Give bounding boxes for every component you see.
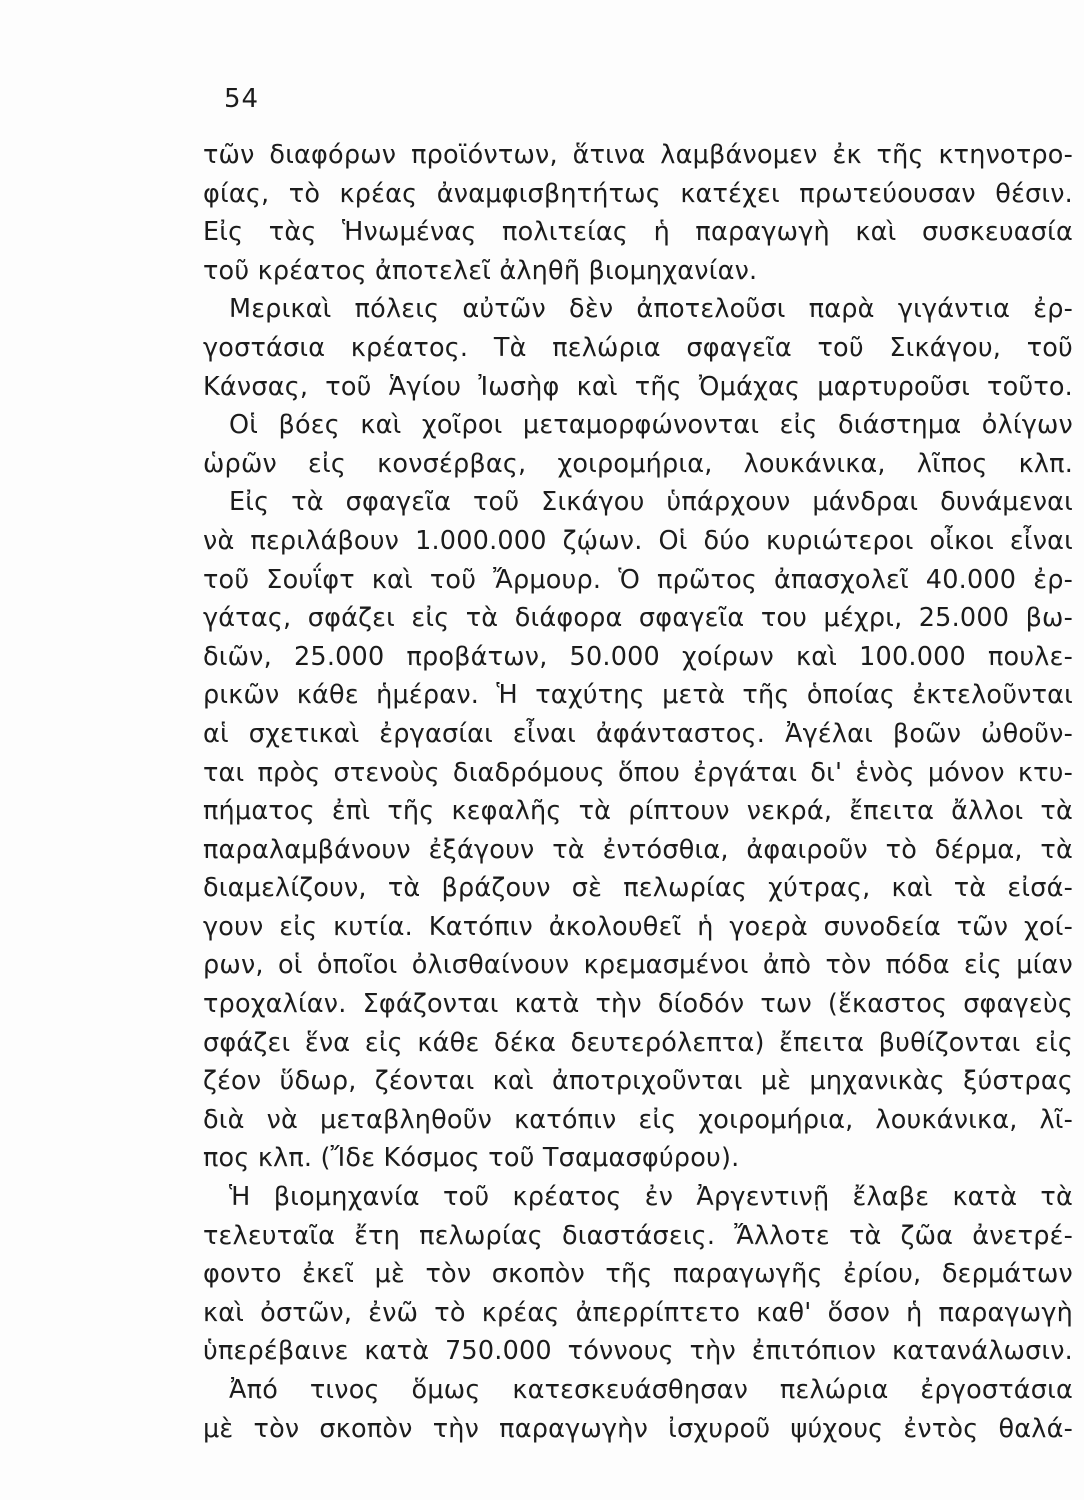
text-line: ρικῶν κάθε ἡμέραν. Ἡ ταχύτης μετὰ τῆς ὁποίας ἐκτελοῦνται bbox=[203, 680, 1073, 711]
text-line: ται πρὸς στενοὺς διαδρόμους ὅπου ἐργάται δι' ἑνὸς μόνον κτυ- bbox=[203, 757, 1073, 788]
text-line: Ἀπό τινος ὅμως κατεσκευάσθησαν πελώρια ἐργοστάσια bbox=[229, 1375, 1073, 1405]
text-line: διῶν, 25.000 προβάτων, 50.000 χοίρων καὶ 100.000 πουλε- bbox=[203, 641, 1073, 672]
text-line: μὲ τὸν σκοπὸν τὴν παραγωγὴν ἰσχυροῦ ψύχους ἐντὸς θαλά- bbox=[203, 1413, 1073, 1444]
text-line: γάτας, σφάζει εἰς τὰ διάφορα σφαγεῖα του μέχρι, 25.000 βω- bbox=[203, 603, 1073, 634]
text-line: Εἰς τὰ σφαγεῖα τοῦ Σικάγου ὑπάρχουν μάνδραι δυνάμεναι bbox=[229, 487, 1073, 518]
text-line: πήματος ἐπὶ τῆς κεφαλῆς τὰ ρίπτουν νεκρά, ἔπειτα ἄλλοι τὰ bbox=[203, 796, 1073, 827]
text-line: διὰ νὰ μεταβληθοῦν κατόπιν εἰς χοιρομήρια, λουκάνικα, λῖ- bbox=[203, 1104, 1073, 1135]
text-line: Μερικαὶ πόλεις αὐτῶν δὲν ἀποτελοῦσι παρὰ γιγάντια ἐρ- bbox=[229, 294, 1073, 325]
text-line: πος κλπ. (Ἴδε Κόσμος τοῦ Τσαμασφύρου). bbox=[203, 1143, 740, 1174]
text-line: τῶν διαφόρων προϊόντων, ἅτινα λαμβάνομεν ἐκ τῆς κτηνοτρο- bbox=[203, 140, 1073, 170]
text-line: τελευταῖα ἔτη πελωρίας διαστάσεις. Ἄλλοτε τὰ ζῶα ἀνετρέ- bbox=[203, 1220, 1073, 1251]
text-line: καὶ ὀστῶν, ἐνῶ τὸ κρέας ἀπερρίπτετο καθ' ὅσον ἡ παραγωγὴ bbox=[203, 1297, 1073, 1328]
text-line: φίας, τὸ κρέας ἀναμφισβητήτως κατέχει πρωτεύουσαν θέσιν. bbox=[203, 178, 1073, 209]
body-text bbox=[203, 136, 1073, 1448]
text-line: τοῦ Σουΐφτ καὶ τοῦ Ἄρμουρ. Ὁ πρῶτος ἀπασχολεῖ 40.000 ἐρ- bbox=[203, 564, 1073, 595]
text-line: αἱ σχετικαὶ ἐργασίαι εἶναι ἀφάνταστος. Ἀγέλαι βοῶν ὠθοῦν- bbox=[203, 718, 1073, 749]
text-line: φοντο ἐκεῖ μὲ τὸν σκοπὸν τῆς παραγωγῆς ἐρίου, δερμάτων bbox=[203, 1259, 1073, 1290]
text-line: τροχαλίαν. Σφάζονται κατὰ τὴν δίοδόν των (ἕκαστος σφαγεὺς bbox=[203, 989, 1073, 1020]
text-line: Ἡ βιομηχανία τοῦ κρέατος ἐν Ἀργεντινῇ ἔλαβε κατὰ τὰ bbox=[229, 1182, 1073, 1213]
text-line: ρων, οἱ ὁποῖοι ὀλισθαίνουν κρεμασμένοι ἀπὸ τὸν πόδα εἰς μίαν bbox=[203, 950, 1073, 981]
text-line: νὰ περιλάβουν 1.000.000 ζῴων. Οἱ δύο κυριώτεροι οἶκοι εἶναι bbox=[203, 525, 1073, 556]
text-line: σφάζει ἕνα εἰς κάθε δέκα δευτερόλεπτα) ἔπειτα βυθίζονται εἰς bbox=[203, 1027, 1073, 1058]
page-number: 54 bbox=[224, 84, 260, 114]
text-line: ὑπερέβαινε κατὰ 750.000 τόννους τὴν ἐπιτόπιον κατανάλωσιν. bbox=[203, 1336, 1073, 1367]
text-line: παραλαμβάνουν ἐξάγουν τὰ ἐντόσθια, ἀφαιροῦν τὸ δέρμα, τὰ bbox=[203, 834, 1073, 865]
text-line: γουν εἰς κυτία. Κατόπιν ἀκολουθεῖ ἡ γοερὰ συνοδεία τῶν χοί- bbox=[203, 911, 1073, 942]
text-line: τοῦ κρέατος ἀποτελεῖ ἀληθῆ βιομηχανίαν. bbox=[203, 255, 758, 286]
text-line: Κάνσας, τοῦ Ἁγίου Ἰωσὴφ καὶ τῆς Ὀμάχας μαρτυροῦσι τοῦτο. bbox=[203, 371, 1073, 402]
text-line: διαμελίζουν, τὰ βράζουν σὲ πελωρίας χύτρας, καὶ τὰ εἰσά- bbox=[203, 873, 1073, 904]
text-line: ζέον ὕδωρ, ζέονται καὶ ἀποτριχοῦνται μὲ μηχανικὰς ξύστρας bbox=[203, 1066, 1073, 1097]
text-line: Εἰς τὰς Ἡνωμένας πολιτείας ἡ παραγωγὴ καὶ συσκευασία bbox=[203, 217, 1073, 248]
text-line: Οἱ βόες καὶ χοῖροι μεταμορφώνονται εἰς διάστημα ὀλίγων bbox=[229, 410, 1073, 441]
text-line: γοστάσια κρέατος. Τὰ πελώρια σφαγεῖα τοῦ Σικάγου, τοῦ bbox=[203, 332, 1073, 363]
text-line: ὡρῶν εἰς κονσέρβας, χοιρομήρια, λουκάνικα, λῖπος κλπ. bbox=[203, 448, 1073, 479]
